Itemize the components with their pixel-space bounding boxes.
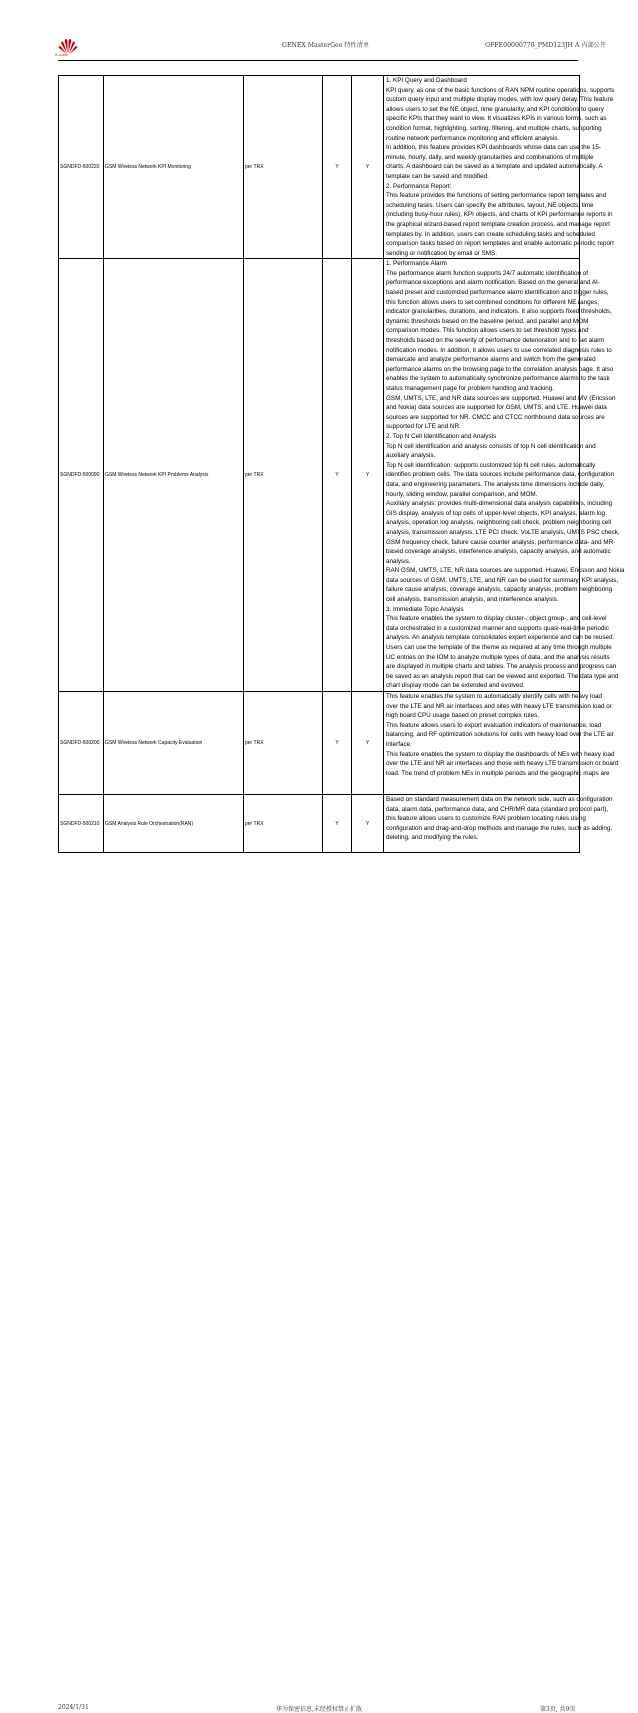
description-cell bbox=[384, 259, 625, 692]
feature-name-cell: GSM Wireless Network KPI Monitoring bbox=[104, 76, 244, 259]
description-line: This feature enables the system to display the dashboards of NEs with heavy load bbox=[386, 750, 615, 758]
description-line: Users can use the template of the theme as required at any time through multiple bbox=[386, 644, 612, 652]
table-row bbox=[59, 692, 580, 795]
description-line: over the LTE and NR air interfaces and those with heavy LTE transmission or board bbox=[386, 760, 619, 768]
flag1-cell: Y bbox=[323, 259, 352, 692]
description-line: and Nokia) data sources are supported for GSM, UMTS, and LTE. Huawei data bbox=[386, 404, 607, 412]
description-line: are displayed in multiple charts and tables. The analysis process and progress can bbox=[386, 663, 617, 671]
feature-id-cell: SGNDFD-500200 bbox=[59, 692, 104, 795]
description-line: KPI query, as one of the basic functions of RAN NPM routine operations, supports bbox=[386, 86, 615, 94]
description-cell bbox=[384, 76, 615, 259]
description-line: 2. Top N Cell Identification and Analysis bbox=[386, 432, 497, 440]
footer-page-number: 第3页, 共9页 bbox=[540, 1706, 576, 1713]
description-line: failure cause analysis, coverage analysis, capacity analysis, problem neighboring bbox=[386, 586, 613, 594]
table-row bbox=[59, 76, 580, 259]
description-line: analysis. bbox=[386, 557, 411, 565]
description-line: data, alarm data, performance data, and CHR/MR data (standard protocol part), bbox=[386, 805, 609, 813]
description-line: The performance alarm function supports 24/7 automatic identification of bbox=[386, 269, 588, 277]
description-line: performance alarms on the browsing page to the correlation analysis page. It also bbox=[386, 365, 614, 373]
description-line: analysis, transmission analysis, LTE PCI check, VoLTE analysis, UMTS PSC check, bbox=[386, 528, 620, 536]
feature-table bbox=[58, 75, 625, 853]
description-line: charts. A dashboard can be saved as a template and updated automatically. A bbox=[386, 163, 603, 171]
unit-cell: per TRX bbox=[244, 259, 323, 692]
description-line: demarcate and analyze performance alarms and switch from the generated bbox=[386, 356, 596, 364]
description-line: 3. Immediate Topic Analysis bbox=[386, 605, 464, 613]
feature-id-cell: SGNDFD-500090 bbox=[59, 259, 104, 692]
description-line: comparison modes. This function allows users to set threshold types and bbox=[386, 327, 589, 335]
description-line: GSM, UMTS, LTE, and NR data sources are supported. Huawei and MV (Ericsson bbox=[386, 394, 616, 402]
description-line: status management page for problem handling and tracking. bbox=[386, 385, 555, 392]
header-divider bbox=[58, 60, 578, 61]
description-line: (including busy-hour rules), KPI objects, and charts of KPI performance reports in bbox=[386, 211, 613, 219]
description-line: Top N cell identification and analysis consists of top N cell identification and bbox=[386, 442, 596, 450]
description-line: enables the system to automatically synchronize performance alarms to the task bbox=[386, 375, 610, 383]
description-line: analysis. An analysis template consolidates expert experience and can be reused. bbox=[386, 634, 615, 642]
flag1-cell: Y bbox=[323, 76, 352, 259]
description-line: load. The trend of problem NEs in multiple periods and the geographic maps are bbox=[386, 769, 610, 777]
header-title: GENEX MasterGeo 特性清单 bbox=[282, 42, 370, 49]
description-line: custom query input and multiple display modes, with low query delay. This feature bbox=[386, 96, 614, 104]
description-line: UC entries on the IOM to analyze multiple types of data, and the analysis results bbox=[386, 653, 610, 661]
feature-name-cell: GSM Wireless Network Capacity Evaluation bbox=[104, 692, 244, 795]
description-line: cell analysis, transmission analysis, and interference analysis. bbox=[386, 596, 559, 604]
description-line: over the LTE and NR air interfaces and sites with heavy LTE transmission load or bbox=[386, 702, 612, 710]
description-line: thresholds based on the severity of performance deterioration and to set alarm bbox=[386, 337, 605, 345]
description-line: analysis, operation log analysis, neighboring cell check, problem neighboring cell bbox=[386, 519, 612, 527]
description-line: supported for LTE and NR. bbox=[386, 423, 461, 431]
description-cell bbox=[384, 692, 619, 795]
description-line: interface. bbox=[386, 740, 412, 748]
description-line: specific KPIs that they want to view. It visualizes KPIs in various forms, such as bbox=[386, 115, 607, 123]
flag1-cell: Y bbox=[323, 795, 352, 853]
description-line: Top N cell identification: supports customized top N cell rules, automatically bbox=[386, 461, 596, 469]
flag2-cell: Y bbox=[352, 795, 384, 853]
feature-name-cell: GSM Wireless Network KPI Problems Analysis bbox=[104, 259, 244, 692]
flag1-cell: Y bbox=[323, 692, 352, 795]
description-line: This feature provides the functions of setting performance report templates and bbox=[386, 192, 607, 200]
table-row bbox=[59, 795, 580, 853]
footer-confidential-notice: 华为保密信息,未经授权禁止扩散 bbox=[276, 1706, 362, 1713]
description-line: data, and engineering parameters. The analysis time dimensions include daily, bbox=[386, 480, 605, 488]
description-line: RAN GSM, UMTS, LTE, NR data sources are supported. Huawei, Ericsson and Nokia bbox=[386, 567, 625, 575]
description-line: based coverage analysis, interference analysis, capacity analysis, and automatic bbox=[386, 548, 611, 556]
flag2-cell: Y bbox=[352, 76, 384, 259]
description-line: routine network performance monitoring and efficient analysis. bbox=[386, 134, 560, 142]
description-line: deleting, and modifying the rules. bbox=[386, 834, 479, 842]
flag2-cell: Y bbox=[352, 692, 384, 795]
description-line: auxiliary analysis. bbox=[386, 452, 436, 460]
description-line: be saved as an analysis report that can be viewed and exported. The data type and bbox=[386, 672, 619, 680]
description-line: This feature enables the system to automatically identify cells with heavy load bbox=[386, 693, 602, 700]
unit-cell: per TRX bbox=[244, 76, 323, 259]
header-document-id: OFFE00000778_PMD123JH A 内部公开 bbox=[485, 42, 607, 49]
description-line: minute, hourly, daily, and weekly granularities and combinations of multiple bbox=[386, 153, 594, 161]
flag2-cell: Y bbox=[352, 259, 384, 692]
page-header bbox=[0, 0, 638, 60]
feature-name-cell: GSM Analysis Rule Orchestration(RAN) bbox=[104, 795, 244, 853]
description-line: allows users to set the NE object, time granularity, and KPI conditions to query bbox=[386, 105, 604, 113]
description-line: this feature allows users to customize RAN problem locating rules using bbox=[386, 815, 586, 823]
description-line: Auxiliary analysis: provides multi-dimensional data analysis capabilities, including bbox=[386, 500, 613, 508]
description-line: balancing, and RF optimization solutions for cells with heavy load over the LTE air bbox=[386, 731, 614, 739]
unit-cell: per TRX bbox=[244, 692, 323, 795]
description-line: high board CPU usage based on preset complex rules. bbox=[386, 712, 539, 720]
page-footer bbox=[0, 850, 638, 1713]
table-row bbox=[59, 259, 580, 692]
description-line: performance exceptions and alarm notification. Based on the general and AI- bbox=[386, 279, 600, 287]
description-line: This feature allows users to export evaluation indicators of maintenance, load bbox=[386, 721, 602, 729]
description-line: sending or notification by email or SMS. bbox=[386, 249, 497, 257]
description-line: notification modes. In addition, it allows users to use correlated diagnosis rules to bbox=[386, 346, 612, 354]
description-line: condition format, highlighting, sorting, filtering, and multiple charts, supporting bbox=[386, 124, 602, 132]
description-line: configuration and drag-and-drop methods and manage the rules, such as adding, bbox=[386, 824, 613, 832]
description-line: data orchestrated in a customized manner and supports quasi-real-time periodic bbox=[386, 624, 609, 632]
description-line: Based on standard measurement data on the network side, such as configuration bbox=[386, 796, 613, 803]
description-line: 1. KPI Query and Dashboard bbox=[386, 77, 467, 84]
description-line: template can be saved and modified. bbox=[386, 172, 489, 180]
description-line: comparison tasks based on report templates and enable automatic periodic report bbox=[386, 240, 614, 248]
description-cell bbox=[384, 795, 613, 853]
unit-cell: per TRX bbox=[244, 795, 323, 853]
footer-date: 2024/1/31 bbox=[58, 1704, 89, 1711]
description-line: data sources of GSM, UMTS, LTE, and NR can be used for summary, KPI analysis, bbox=[386, 576, 619, 584]
feature-id-cell: SGNDFD-500210 bbox=[59, 795, 104, 853]
description-line: the graphical wizard-based report template creation process, and manage report bbox=[386, 220, 611, 228]
description-line: 1. Performance Alarm bbox=[386, 260, 447, 268]
description-line: based preset and customized performance alarm identification and trigger rules, bbox=[386, 289, 609, 297]
description-line: scheduling tasks. Users can specify the attributes, layout, NE objects, time bbox=[386, 201, 594, 209]
description-line: chart display mode can be extended and evolved. bbox=[386, 682, 525, 690]
description-line: hourly, sliding window, parallel comparison, and MOM. bbox=[386, 490, 538, 498]
description-line: dynamic thresholds based on the baseline period, and parallel and MOM bbox=[386, 317, 589, 325]
description-line: templates by. In addition, users can create scheduling tasks and scheduled bbox=[386, 230, 595, 238]
description-line: In addition, this feature provides KPI dashboards whose data can use the 15- bbox=[386, 144, 601, 152]
description-line: This feature enables the system to display cluster-, object group-, and cell-level bbox=[386, 615, 607, 623]
description-line: GIS display, analysis of top cells of upper-level objects, KPI analysis, alarm log bbox=[386, 509, 605, 517]
description-line: identifies problem cells. The data sources include performance data, configuration bbox=[386, 471, 615, 479]
description-line: this function allows users to set combined conditions for different NE ranges, bbox=[386, 298, 600, 306]
description-line: indicator granularities, durations, and indicators. It also supports fixed thresholds, bbox=[386, 308, 612, 316]
feature-id-cell: SGNDFD-500220 bbox=[59, 76, 104, 259]
description-line: GSM frequency check, failure cause counter analysis, performance data- and MR- bbox=[386, 538, 616, 546]
logo-wordmark: HUAWEI bbox=[55, 53, 69, 57]
description-line: 2. Performance Report: bbox=[386, 182, 452, 190]
description-line: sources are supported for NR. CMCC and CTCC northbound data sources are bbox=[386, 413, 605, 421]
